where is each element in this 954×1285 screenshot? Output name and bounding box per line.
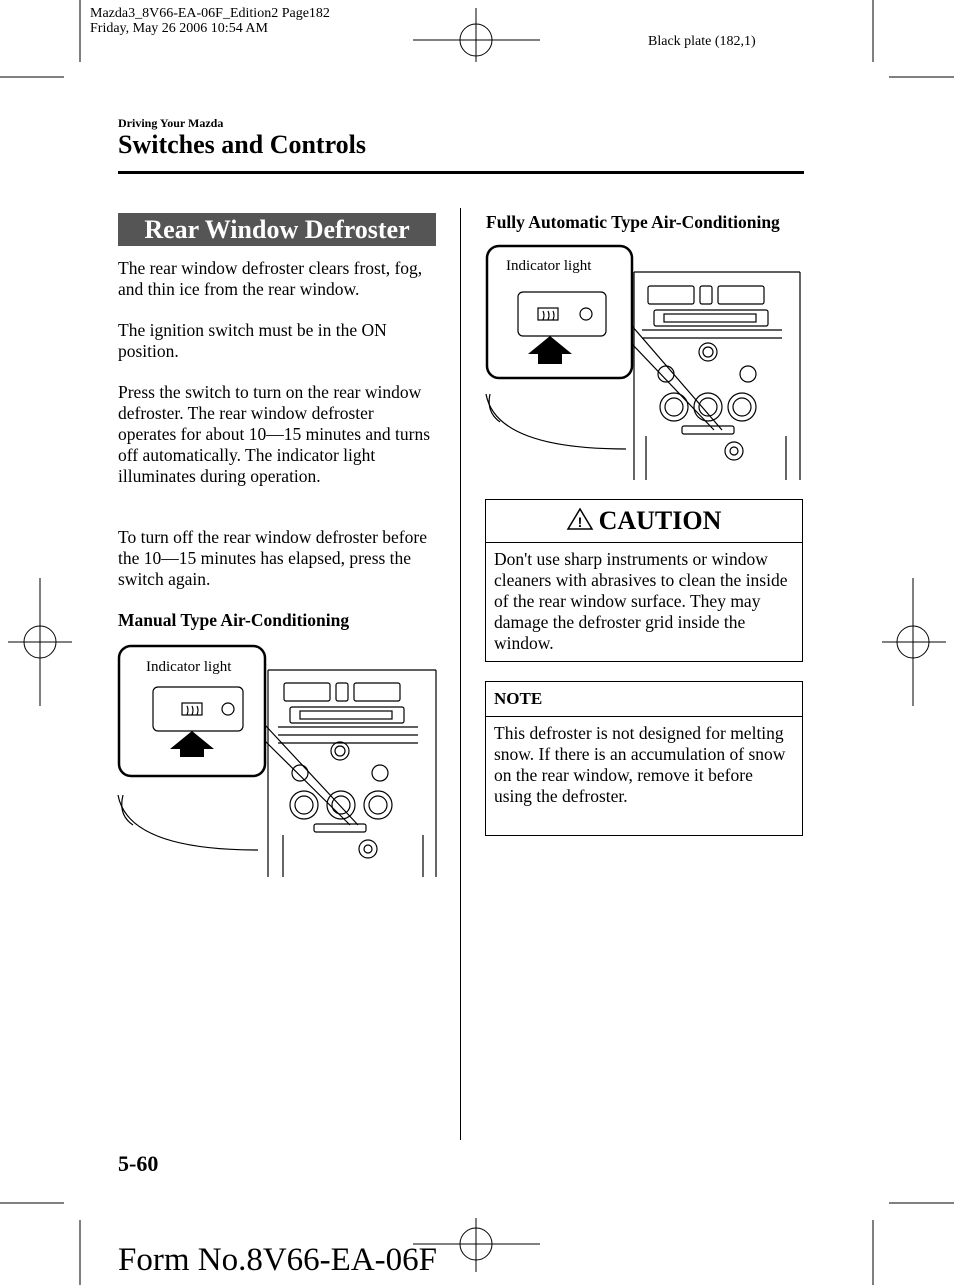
plate-label: Black plate (182,1): [648, 34, 756, 49]
paragraph-4: To turn off the rear window defroster before the 10―15 minutes has elapsed, press the switch again.: [118, 527, 427, 589]
page-number: 5-60: [118, 1151, 159, 1176]
title-rule: [118, 171, 804, 174]
form-number: Form No.8V66-EA-06F: [118, 1242, 437, 1278]
auto-ac-heading: Fully Automatic Type Air-Conditioning: [486, 212, 780, 232]
indicator-light-label-auto: Indicator light: [506, 258, 592, 274]
page-title: Switches and Controls: [118, 130, 367, 159]
heading-rear-window-defroster: Rear Window Defroster: [118, 213, 436, 246]
note-box: [485, 681, 803, 836]
note-header: NOTE: [486, 682, 802, 717]
caution-text: Don't use sharp instruments or window cleaners with abrasives to clean the inside of the rear window surface. They may damage the defroster grid inside the window.: [494, 549, 788, 653]
svg-text:!: !: [577, 514, 582, 530]
paragraph-2: The ignition switch must be in the ON position.: [118, 320, 387, 361]
column-divider: [460, 208, 461, 1140]
print-file-line: Mazda3_8V66-EA-06F_Edition2 Page182: [90, 6, 330, 21]
print-date-line: Friday, May 26 2006 10:54 AM: [90, 21, 268, 36]
manual-ac-illustration: [118, 645, 436, 877]
caution-header: [486, 500, 802, 543]
caution-box: [485, 499, 803, 662]
indicator-light-label-manual: Indicator light: [146, 659, 232, 675]
warning-triangle-icon: [567, 507, 593, 531]
paragraph-1: The rear window defroster clears frost, fog, and thin ice from the rear window.: [118, 258, 423, 299]
manual-ac-heading: Manual Type Air-Conditioning: [118, 610, 350, 630]
section-label: Driving Your Mazda: [118, 116, 224, 130]
paragraph-3: Press the switch to turn on the rear window defroster. The rear window defroster operates for about 10―15 minutes and turns off automatically. The indicator light illuminates during operation.: [118, 382, 431, 486]
print-header: [90, 6, 330, 36]
caution-title: CAUTION: [598, 506, 722, 535]
note-text: This defroster is not designed for melting snow. If there is an accumulation of snow on the rear window, remove it before using the defroster.: [494, 723, 786, 806]
auto-ac-illustration: [486, 244, 802, 480]
